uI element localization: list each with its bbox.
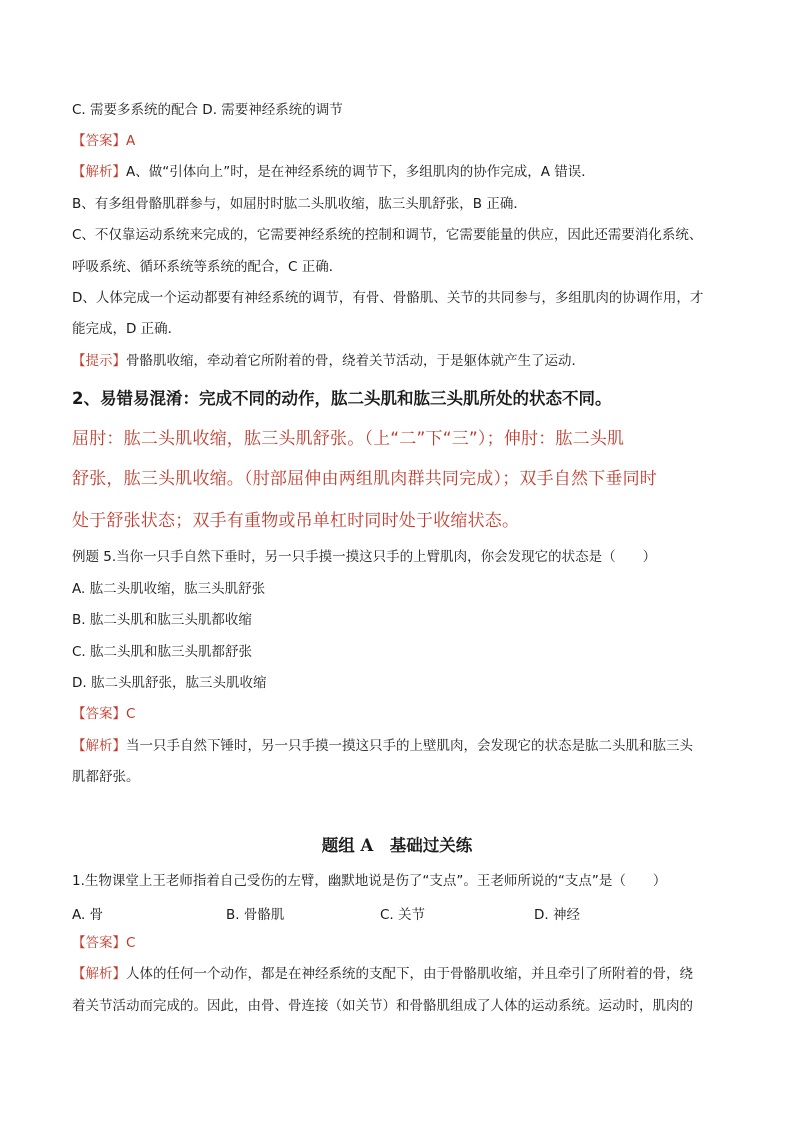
prev-analysis-line-3: C、不仅靠运动系统来完成的，它需要神经系统的控制和调节，它需要能量的供应，因此还需要消化系统、: [72, 227, 703, 243]
prev-analysis-line-5: D、人体完成一个运动都要有神经系统的调节，有骨、骨骼肌、关节的共同参与，多组肌肉的协调作用，才: [72, 290, 704, 306]
example5-answer: [72, 705, 732, 723]
prev-analysis-line-1: [72, 163, 732, 181]
tip-text: 骨骼肌收缩，牵动着它所附着的骨，绕着关节活动，于是躯体就产生了运动．: [126, 353, 585, 369]
answer-tag: 【答案】: [72, 935, 126, 951]
prev-analysis-line-4: 呼吸系统、循环系统等系统的配合，C 正确．: [72, 259, 343, 275]
q1-answer: [72, 934, 732, 952]
answer-value: C: [126, 935, 136, 951]
analysis-text: A、做“引体向上”时，是在神经系统的调节下，多组肌肉的协作完成，A 错误．: [126, 164, 595, 180]
answer-value: A: [126, 133, 136, 149]
analysis-text: 当一只手自然下锤时，另一只手摸一摸这只手的上壁肌肉，会发现它的状态是肱二头肌和肱三头: [126, 738, 693, 754]
q1-option-c: C. 关节: [380, 907, 426, 923]
analysis-text: 人体的任何一个动作，都是在神经系统的支配下，由于骨骼肌收缩，并且牵引了所附着的骨，绕: [126, 966, 693, 982]
example5-option-a: A. 肱二头肌收缩，肱三头肌舒张: [72, 581, 266, 597]
q1-analysis-line-1: [72, 965, 732, 983]
tip-tag: 【提示】: [72, 353, 126, 369]
answer-tag: 【答案】: [72, 133, 126, 149]
answer-tag: 【答案】: [72, 706, 126, 722]
analysis-tag: 【解析】: [72, 738, 126, 754]
prev-analysis-line-2: B、有多组骨骼肌群参与，如屈肘时肱二头肌收缩，肱三头肌舒张，B 正确．: [72, 196, 527, 212]
point2-body-line-1: 屈肘：肱二头肌收缩，肱三头肌舒张。（上“二”下“三”）；伸肘：肱二头肌: [72, 429, 625, 449]
q1-option-a: A. 骨: [72, 907, 104, 923]
prev-analysis-line-6: 能完成，D 正确．: [72, 321, 182, 337]
example5-option-b: B. 肱二头肌和肱三头肌都收缩: [72, 612, 252, 628]
q1-stem: 1.生物课堂上王老师指着自己受伤的左臂，幽默地说是伤了“支点”。王老师所说的“支点”是（ ）: [72, 873, 667, 889]
prev-answer: [72, 132, 732, 150]
example5-analysis-line-2: 肌都舒张。: [72, 769, 140, 785]
example5-analysis-line-1: [72, 737, 732, 755]
prev-tip: [72, 352, 732, 370]
group-a-title: 题组 A 基础过关练: [321, 836, 473, 855]
point2-body-line-3: 处于舒张状态；双手有重物或吊单杠时同时处于收缩状态。: [72, 511, 520, 531]
example5-option-d: D. 肱二头肌舒张，肱三头肌收缩: [72, 675, 267, 691]
q1-analysis-line-2: 着关节活动而完成的。因此，由骨、骨连接（如关节）和骨骼肌组成了人体的运动系统。运动时，肌肉的: [72, 998, 693, 1014]
point2-heading: 2、易错易混淆：完成不同的动作，肱二头肌和肱三头肌所处的状态不同。: [72, 389, 612, 408]
prev-options-cd: C. 需要多系统的配合 D. 需要神经系统的调节: [72, 102, 343, 118]
q1-option-d: D. 神经: [534, 907, 580, 923]
analysis-tag: 【解析】: [72, 164, 126, 180]
example5-option-c: C. 肱二头肌和肱三头肌都舒张: [72, 644, 253, 660]
answer-value: C: [126, 706, 136, 722]
analysis-tag: 【解析】: [72, 966, 126, 982]
point2-body-line-2: 舒张，肱三头肌收缩。（肘部屈伸由两组肌肉群共同完成）；双手自然下垂同时: [72, 469, 657, 489]
example5-stem: 例题 5.当你一只手自然下垂时，另一只手摸一摸这只手的上臂肌肉，你会发现它的状态是（ ）: [72, 549, 657, 565]
q1-option-b: B. 骨骼肌: [226, 907, 285, 923]
